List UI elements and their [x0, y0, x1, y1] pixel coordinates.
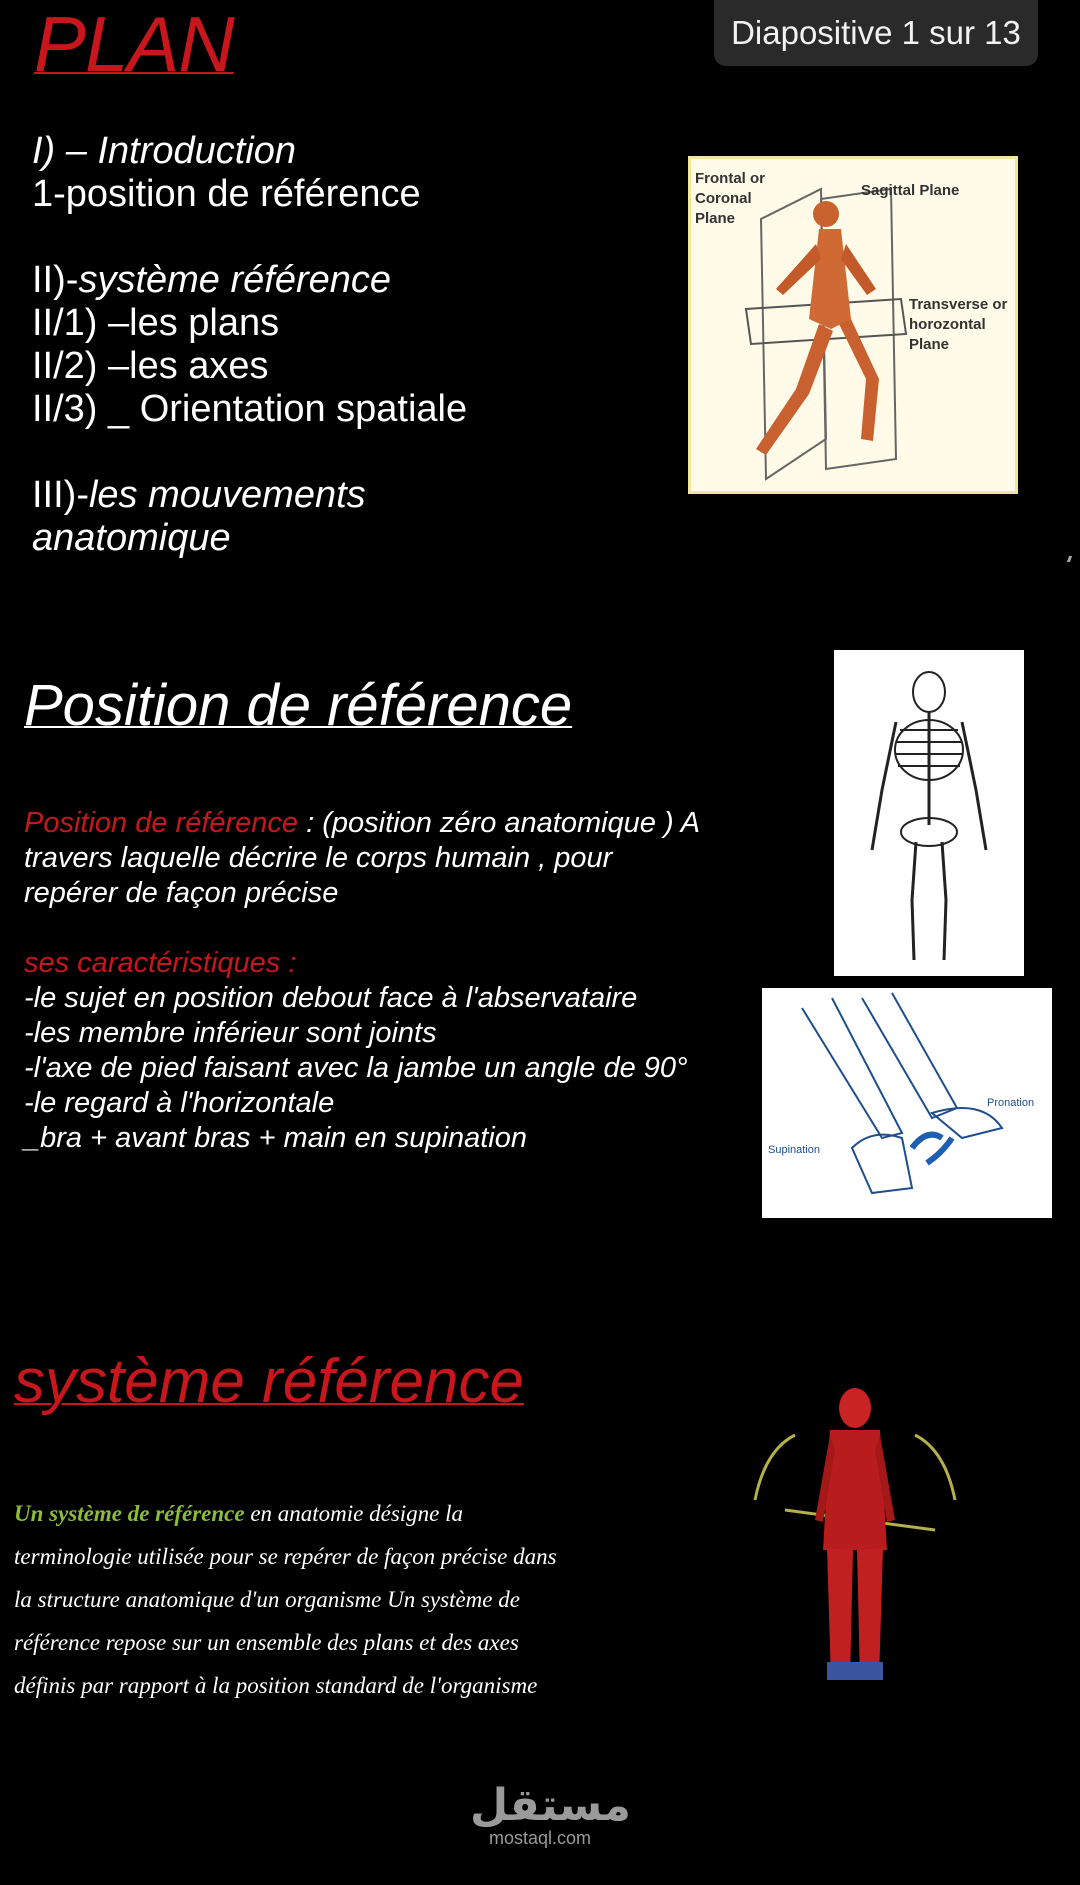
plan-item: I) – Introduction — [32, 130, 297, 172]
svg-text:Plane: Plane — [909, 336, 950, 353]
transverse-plane-label: Transverse or — [909, 296, 1008, 313]
supination-label: Supination — [768, 1144, 820, 1156]
skeleton-figure — [834, 650, 1024, 976]
list-item: -le regard à l'horizontale — [24, 1087, 335, 1119]
list-item: _bra + avant bras + main en supination — [24, 1122, 527, 1154]
plan-item: II/1) –les plans — [32, 302, 280, 344]
svg-text:horozontal: horozontal — [909, 316, 986, 333]
section-title-position: Position de référence — [24, 673, 573, 738]
anatomical-planes-figure — [688, 156, 1018, 494]
plan-item: anatomique — [32, 517, 231, 559]
plan-title: PLAN — [34, 0, 234, 88]
characteristics-label: ses caractéristiques : — [24, 947, 297, 979]
mostaql-watermark: مستقل mostaql.com — [470, 1780, 631, 1848]
position-description: Position de référence : (position zéro anatomique ) A travers laquelle décrire le corps humain , pour repérer de façon précise ses caractéristiques : -le sujet en position debout face à l'abservataire -les membre inférieur sont joints -l'axe de pied faisant avec la jambe un angle de 90° -le regard à l'horizontale _bra + avant bras + main en supination — [24, 806, 794, 1156]
supination-pronation-figure — [762, 988, 1052, 1218]
svg-text:Plane: Plane — [695, 210, 736, 227]
muscle-body-figure — [735, 1380, 975, 1690]
definition-label: Position de référence — [24, 807, 299, 839]
list-item: -le sujet en position debout face à l'abservataire — [24, 982, 638, 1014]
plan-item: II)-système référence — [32, 259, 392, 301]
plan-item: II/3) _ Orientation spatiale — [32, 388, 468, 430]
plan-item: III)-les mouvements — [32, 474, 366, 516]
pronation-label: Pronation — [987, 1097, 1035, 1109]
systeme-description: Un système de référence en anatomie désigne la terminologie utilisée pour se repérer de façon précise dans la structure anatomique d'un organisme Un système de référence repose sur un ensemble des plans et des axes définis par rapport à la position standard de l'organisme — [14, 1501, 557, 1698]
plan-list — [32, 130, 467, 560]
section-title-systeme: système référence — [14, 1347, 524, 1416]
list-item: -les membre inférieur sont joints — [24, 1017, 437, 1049]
slide-indicator: Diapositive 1 sur 13 — [714, 0, 1038, 66]
svg-text:Coronal: Coronal — [695, 190, 752, 207]
sagittal-plane-label: Sagittal Plane — [861, 182, 960, 199]
frontal-plane-label: Frontal or — [695, 170, 765, 187]
definition-term: Un système de référence — [14, 1501, 245, 1526]
list-item: -l'axe de pied faisant avec la jambe un angle de 90° — [24, 1052, 688, 1084]
plan-item: II/2) –les axes — [32, 345, 269, 387]
plan-item: 1-position de référence — [32, 173, 421, 215]
